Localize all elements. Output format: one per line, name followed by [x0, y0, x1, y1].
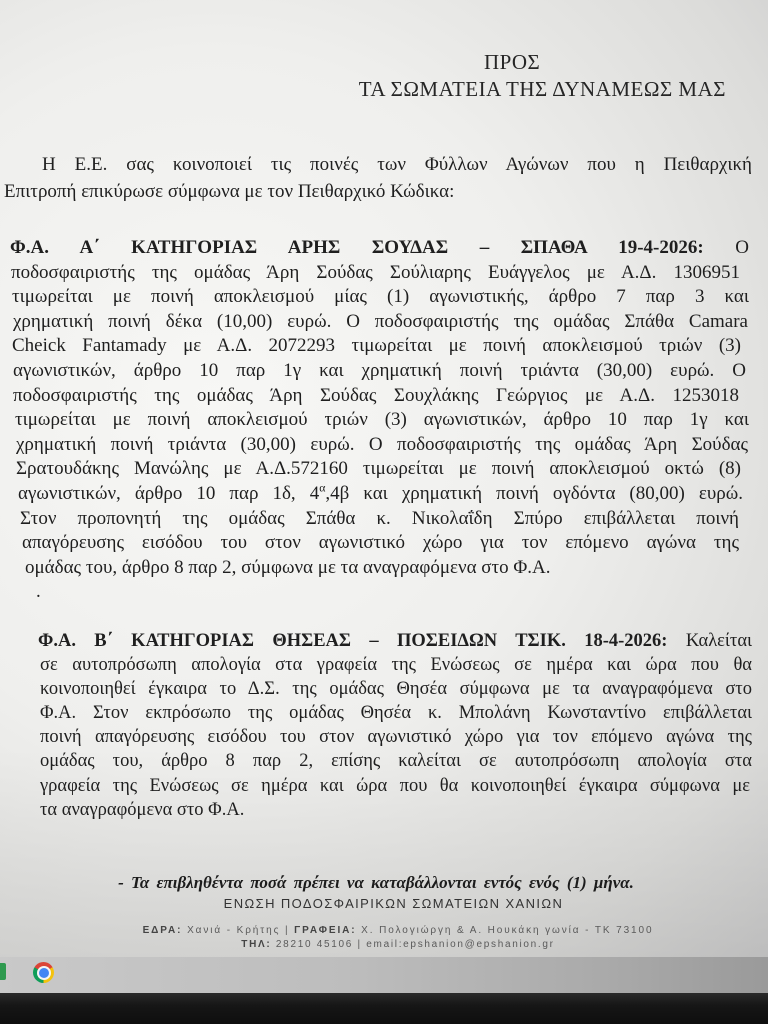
seat-label: ΕΔΡΑ: — [142, 925, 183, 936]
taskbar — [0, 957, 768, 993]
section-first-line — [38, 629, 752, 653]
section-lead-text: Ο — [735, 237, 749, 258]
section-line: ποδοσφαιριστής της ομάδας Άρη Σούδας Σούλιαρης Ευάγγελος με Α.Δ. 1306951 — [11, 261, 740, 283]
section-line — [18, 482, 743, 507]
section-line: Σρατουδάκης Μανώλης με Α.Δ.572160 τιμωρείται με ποινή αποκλεισμού οκτώ (8) — [16, 458, 741, 480]
penalty-section-second-division — [0, 629, 752, 822]
section-line: αγωνιστικών, άρθρο 10 παρ 1γ και χρηματική ποινή τριάντα (30,00) ευρώ. Ο — [13, 359, 746, 381]
section-line: ομάδας του, άρθρο 8 παρ 2, επίσης καλείται σε αυτοπρόσωπη απολογία στα — [40, 751, 752, 772]
chrome-icon[interactable] — [33, 962, 54, 983]
org-name: ΕΝΩΣΗ ΠΟΔΟΣΦΑΙΡΙΚΩΝ ΣΩΜΑΤΕΙΩΝ ΧΑΝΙΩΝ — [223, 896, 564, 911]
section-line: κοινοποιηθεί έγκαιρα το Δ.Σ. της ομάδας Θησέα σύμφωνα με τα αναγραφόμενα στο — [40, 679, 752, 700]
section-line: ποδοσφαιριστής της ομάδας Άρη Σούδας Σουχλάκης Γεώργιος με Α.Δ. 1253018 — [13, 384, 739, 406]
offices-value: Χ. Πολογιώργη & Α. Ηουκάκη γωνία - ΤΚ 73100 — [361, 925, 654, 936]
penalty-section-first-division — [0, 236, 749, 605]
email-value: email:epshanion@epshanion.gr — [366, 939, 555, 950]
section-line: Cheick Fantamady με Α.Δ. 2072293 τιμωρείται με ποινή αποκλεισμού τριών (3) — [12, 335, 741, 357]
superscript-letter: α — [319, 481, 326, 495]
section-line: τα αναγραφόμενα στο Φ.Α. — [40, 799, 245, 820]
header-to: ΠΡΟΣ — [484, 50, 541, 74]
phone-label: ΤΗΛ: — [241, 939, 272, 950]
intro-line: Η Ε.Ε. σας κοινοποιεί τις ποινές των Φύλλων Αγώνων που η Πειθαρχική — [42, 154, 752, 175]
section-heading: Φ.Α. Β΄ ΚΑΤΗΓΟΡΙΑΣ ΘΗΣΕΑΣ – ΠΟΣΕΙΔΩΝ ΤΣΙΚ. 18-4-2026: — [38, 631, 668, 651]
section-line: ομάδας του, άρθρο 8 παρ 2, σύμφωνα με τα αναγραφόμενα στο Φ.Α. — [25, 556, 551, 578]
section-line: Φ.Α. Στον εκπρόσωπο της ομάδας Θησέα κ. Μπολάνη Κωνσταντίνο επιβάλλεται — [40, 703, 752, 724]
section-first-line — [10, 236, 749, 261]
section-line: χρηματική ποινή δέκα (10,00) ευρώ. Ο ποδοσφαιριστής της ομάδας Σπάθα Camara — [13, 310, 748, 332]
line-text: ,4β και χρηματική ποινή ογδόντα (80,00) ευρώ. — [325, 482, 743, 504]
phone-value: 28210 45106 — [275, 939, 354, 950]
contact-separator: | — [357, 939, 362, 950]
section-line: γραφεία της Ενώσεως σε ημέρα και ώρα που θα κοινοποιηθεί έγκαιρα σύμφωνα με — [40, 775, 750, 796]
app-icon[interactable] — [0, 963, 6, 980]
section-line: σε αυτοπρόσωπη απολογία στα γραφεία της Ενώσεως σε ημέρα και ώρα που θα — [40, 655, 752, 676]
payment-notice: - Τα επιβληθέντα ποσά πρέπει να καταβάλλονται εντός ενός (1) μήνα. — [118, 873, 634, 892]
section-line: χρηματική ποινή τριάντα (30,00) ευρώ. Ο ποδοσφαιριστής της ομάδας Άρη Σούδας — [16, 433, 748, 455]
monitor-bezel — [0, 993, 768, 1024]
org-address — [28, 924, 768, 937]
org-contact — [28, 938, 768, 951]
section-lead-text: Καλείται — [685, 631, 753, 651]
seat-value: Χανιά - Κρήτης — [187, 925, 281, 936]
line-text: αγωνιστικών, άρθρο 10 παρ 1δ, 4 — [18, 482, 320, 504]
offices-label: ΓΡΑΦΕΙΑ: — [294, 925, 357, 936]
address-separator: | — [284, 925, 290, 936]
section-heading: Φ.Α. Α΄ ΚΑΤΗΓΟΡΙΑΣ ΑΡΗΣ ΣΟΥΔΑΣ – ΣΠΑΘΑ 19-4-2026: — [10, 237, 704, 258]
stray-period: . — [36, 581, 41, 603]
section-line: Στον προπονητή της ομάδας Σπάθα κ. Νικολαΐδη Σπύρο επιβάλλεται ποινή — [20, 507, 739, 529]
section-line: τιμωρείται με ποινή αποκλεισμού μίας (1) αγωνιστικής, άρθρο 7 παρ 3 και — [12, 286, 749, 308]
intro-paragraph — [0, 151, 752, 205]
section-line: απαγόρευσης εισόδου του στον αγωνιστικό χώρο για τον επόμενο αγώνα της — [22, 532, 739, 554]
intro-line: Επιτροπή επικύρωσε σύμφωνα με τον Πειθαρχικό Κώδικα: — [4, 181, 455, 202]
section-line: ποινή απαγόρευσης εισόδου του στον αγωνιστικό χώρο για τον επόμενο αγώνα της — [40, 727, 752, 748]
section-line: τιμωρείται με ποινή αποκλεισμού τριών (3) αγωνιστικών, άρθρο 10 παρ 1γ και — [15, 409, 749, 431]
header-recipients: ΤΑ ΣΩΜΑΤΕΙΑ ΤΗΣ ΔΥΝΑΜΕΩΣ ΜΑΣ — [358, 77, 726, 101]
